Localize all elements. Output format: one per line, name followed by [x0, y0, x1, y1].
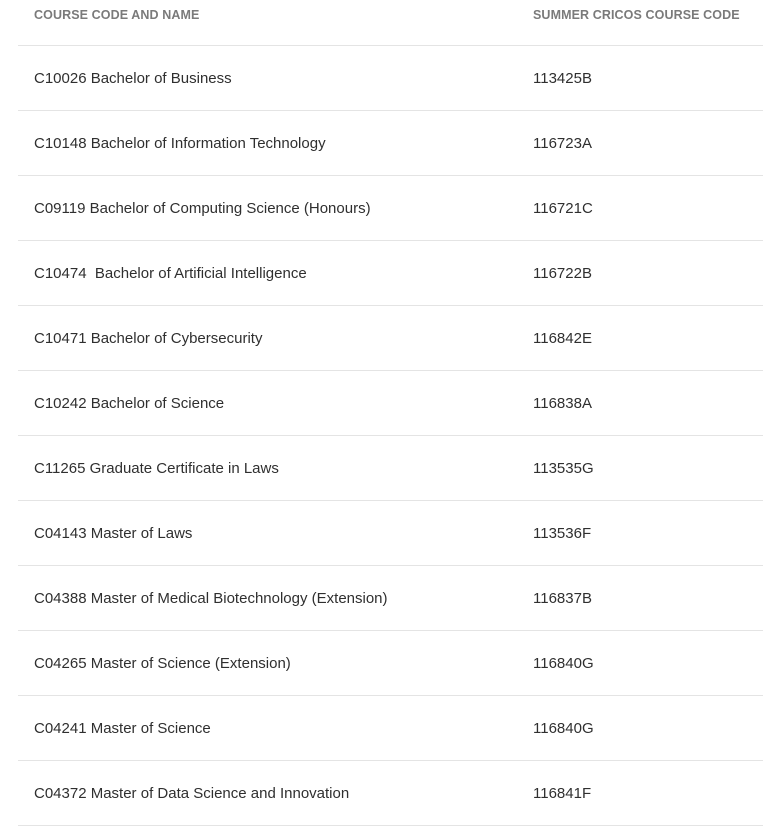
table-row: [18, 371, 763, 436]
course-table: [18, 0, 763, 826]
table-row: [18, 566, 763, 631]
table-row: [18, 46, 763, 111]
cricos-cell: 113536F: [533, 524, 592, 542]
cricos-cell: 116842E: [533, 329, 592, 347]
course-cell: C10026 Bachelor of Business: [34, 69, 232, 87]
table-row: [18, 761, 763, 826]
cricos-cell: 113535G: [533, 459, 594, 477]
cricos-cell: 116840G: [533, 719, 594, 737]
cricos-cell: 116837B: [533, 589, 592, 607]
course-cell: C10471 Bachelor of Cybersecurity: [34, 329, 263, 347]
cricos-cell: 116723A: [533, 134, 592, 152]
course-cell: C04388 Master of Medical Biotechnology (Extension): [34, 589, 388, 607]
column-header-course[interactable]: COURSE CODE AND NAME: [34, 8, 200, 22]
course-cell: C04241 Master of Science: [34, 719, 211, 737]
table-row: [18, 176, 763, 241]
course-cell: C10474 Bachelor of Artificial Intelligence: [34, 264, 307, 282]
course-cell: C04143 Master of Laws: [34, 524, 193, 542]
column-header-cricos[interactable]: SUMMER CRICOS COURSE CODE: [533, 8, 740, 22]
table-row: [18, 631, 763, 696]
table-row: [18, 501, 763, 566]
table-row: [18, 696, 763, 761]
course-cell: C04265 Master of Science (Extension): [34, 654, 291, 672]
table-row: [18, 436, 763, 501]
cricos-cell: 116721C: [533, 199, 593, 217]
cricos-cell: 116722B: [533, 264, 592, 282]
course-cell: C10148 Bachelor of Information Technology: [34, 134, 326, 152]
table-row: [18, 306, 763, 371]
course-cell: C10242 Bachelor of Science: [34, 394, 225, 412]
table-header: [18, 0, 763, 46]
cricos-cell: 116840G: [533, 654, 594, 672]
table-row: [18, 241, 763, 306]
cricos-cell: 113425B: [533, 69, 592, 87]
course-cell: C04372 Master of Data Science and Innovation: [34, 784, 350, 802]
cricos-cell: 116841F: [533, 784, 592, 802]
course-cell: C09119 Bachelor of Computing Science (Honours): [34, 199, 371, 217]
course-cell: C11265 Graduate Certificate in Laws: [34, 459, 279, 477]
cricos-cell: 116838A: [533, 394, 592, 412]
table-row: [18, 111, 763, 176]
